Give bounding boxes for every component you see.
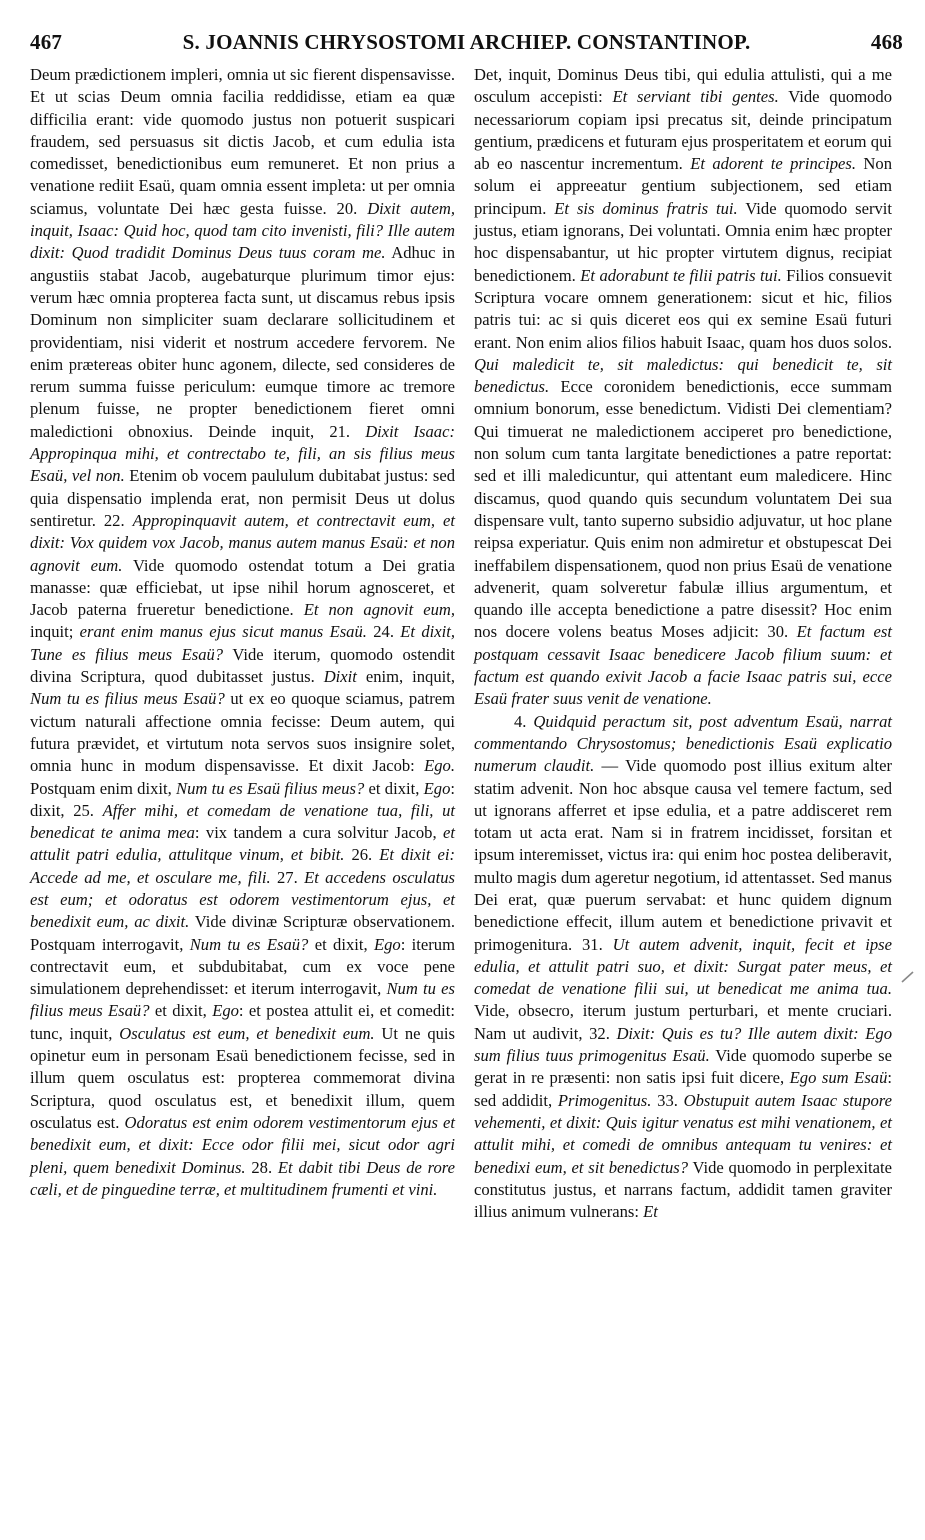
- commentary-text: : et postea attulit ei, et comedit: tunc, inquit,: [30, 1001, 455, 1043]
- scripture-quote: Et sis dominus fratris tui.: [554, 198, 738, 218]
- commentary-text: — Vide quomodo post illius exitum alter statim advenit. Non hoc absque causa vel temere factum, sed ut ignorans afferret et ipse edulia, et a patre addisceret rem totam ut acta erat. Nam si in fratrem incidisset, forsitan et ipsum interemisset, victus ira: qui enim hoc postea deliberavit, multo magis dum ageretur negotium, id attentasset. Sed manus Dei erat, quæ puerum servabat: et hunc quidem dignum benedictione effecit, illum autem et benedictione privavit et primogenitura. 31.: [474, 756, 892, 954]
- commentary-text: Etenim ob vocem paululum dubitabat justus: sed quia dispensatio implenda erat, non permisit Deus ut dolus sentiretur. 22.: [30, 466, 455, 530]
- scripture-quote: Dixit: [323, 667, 357, 687]
- scripture-quote: Et adorent te principes.: [690, 154, 857, 174]
- scripture-quote: Et serviant tibi gentes.: [612, 87, 779, 107]
- scripture-quote: erant enim manus ejus sicut manus Esaü.: [79, 622, 367, 642]
- scripture-quote: Et dabit tibi Deus de rore cæli, et de pinguedine terræ, et multitudinem frumenti et vini.: [30, 1157, 455, 1199]
- page-number-left: 467: [30, 30, 63, 54]
- commentary-text: Filios consuevit Scriptura vocare omnem generationem: sicut et hic, filios patris tui: ac si quis diceret eos qui ex semine Esaü futuri erant. Non enim alios filios habuit Isaac, quam hos duos solos.: [474, 265, 892, 352]
- scripture-quote: Obstupuit autem Isaac stupore vehementi, et dixit: Quis igitur venatus est mihi venationem, et attulit mihi, et comedi de omnibus antequam tu venires: et benedixi eum, et sit benedictus?: [474, 1090, 892, 1177]
- scripture-quote: Qui maledicit te, sit maledictus: qui benedicit te, sit benedictus.: [474, 354, 892, 397]
- page-number-right: 468: [870, 30, 903, 54]
- scripture-quote: Dixit: Quis es tu? Ille autem dixit: Ego sum filius tuus primogenitus Esaü.: [474, 1023, 892, 1066]
- commentary-text: : iterum contrectavit eum, et subdubitabat, cum ex voce pene simulationem deprehendisset: et iterum interrogavit,: [30, 934, 455, 999]
- commentary-text: et dixit,: [149, 1001, 213, 1021]
- scripture-quote: Et adorabunt te filii patris tui.: [580, 265, 782, 285]
- commentary-text: Vide quomodo superbe se gerat in re præsenti: non satis ipsi fuit dicere,: [474, 1046, 892, 1088]
- scripture-quote: Primogenitus.: [557, 1090, 652, 1110]
- commentary-text: Deum prædictionem impleri, omnia ut sic fierent dispensavisse. Et ut scias Deum omnia facilia reddidisse, etiam ea quæ difficilia erant: vide quomodo justus non potuerit suspicari fraudem, sed persuasus sit dictis Jacob, et cum edulia ista comedisset, benedictionibus eum remuneret. Et non prius a venatione rediit Esaü, quam omnia essent impleta: ut per omnia sciamus, voluntate Dei hæc gesta fuisse. 20.: [30, 65, 455, 218]
- scripture-quote: Ego: [423, 778, 451, 798]
- scripture-quote: Et dixit ei: Accede ad me, et osculare me, fili.: [30, 845, 455, 887]
- commentary-text: 26.: [344, 845, 380, 865]
- scripture-quote: Et factum est postquam cessavit Isaac benedicere Jacob filium suum: et factum est quando exivit Jacob a facie Isaac patris sui, ecce Esaü frater suus venit de venatione.: [474, 622, 892, 709]
- commentary-text: Vide quomodo ostendat totum a Dei gratia manasse: quæ efficiebat, ut ipse nihil horum agnosceret, et Jacob paterna frueretur benedictione.: [30, 555, 455, 620]
- scripture-quote: Osculatus est eum, et benedixit eum.: [119, 1023, 375, 1043]
- commentary-text: Postquam enim dixit,: [30, 778, 177, 798]
- commentary-text: Vide iterum, quomodo ostendit divina Scriptura, quod dubitasset justus.: [30, 644, 455, 687]
- scripture-quote: Quidquid peractum sit, post adventum Esaü, narrat commentando Chrysostomus; benedictionis Esaü explicatio numerum claudit.: [474, 711, 892, 776]
- commentary-text: Det, inquit, Dominus Deus tibi, qui edulia attulisti, qui a me osculum accepisti:: [474, 65, 892, 107]
- commentary-text: Ecce coronidem benedictionis, ecce summam omnium bonorum, esse benedictum. Vidisti Dei clementiam? Qui timuerat ne maledictionem acciperet pro benedictione, non solum cum tanta largitate benedictiones a patre reportat: sed et illi maledicuntur, qui attentant eum maledicere. Hinc discamus, quod quando quis secundum voluntatem Dei sua dispensare vult, tanto superno subsidio adjuvatur, ut hoc plane reipsa experiatur. Quis enim non admiretur et obstupescat Dei ineffabilem dispensationem, quod non prius Esaü de venatione advenerit, quam solveretur fabulæ illius argumentum, et quando ille accepta benedictione a patre disessit? Hoc enim nos docere volens beatus Moses adjicit: 30.: [474, 377, 892, 642]
- scripture-quote: Ego.: [424, 756, 455, 776]
- scripture-quote: Ut autem advenit, inquit, fecit et ipse edulia, et attulit patri suo, et dixit: Surgat pater meus, et comedat de venatione filii sui, ut benedicat me anima tua.: [474, 934, 892, 999]
- commentary-text: Adhuc in angustiis stabat Jacob, augebaturque plurimum timor ejus: verum hæc omnia propterea facta sunt, ut discamus rebus ipsis Dominum non simpliciter suam declarare sollicitudinem et providentiam, nisi viderit et nostrum accedere fervorem. Ne enim prætereas obiter hunc agonem, dilecte, sed consideres de rerum summa fuisse periculum: eumque timore ac tremore plenum fuisse, ne propter benedictionem fieret omni maledictioni obnoxius. Deinde inquit, 21.: [30, 243, 455, 441]
- scripture-quote: Et accedens osculatus est eum; et odoratus est odorem vestimentorum ejus, et benedixit eum, ac dixit.: [30, 867, 456, 932]
- scripture-quote: Ego: [212, 1001, 239, 1021]
- commentary-text: 24.: [366, 622, 401, 642]
- commentary-text: : sed addidit,: [474, 1068, 892, 1110]
- commentary-text: ut ex eo quoque sciamus, patrem victum naturali affectione omnia fecisse: Deum autem, qui futura prævidet, et virtutum nota servos suos insignire solet, omnia hunc in modum dispensavisse. Et dixit Jacob:: [30, 689, 455, 776]
- commentary-text: 4.: [514, 711, 534, 731]
- left-column: [30, 64, 455, 1201]
- commentary-text: 27.: [270, 867, 305, 887]
- commentary-text: Vide quomodo in perplexitate constitutus justus, et narrans factum, addidit tamen graviter illius animum vulnerans:: [474, 1157, 892, 1222]
- commentary-text: 28.: [245, 1157, 278, 1177]
- commentary-text: et dixit,: [364, 778, 424, 798]
- left-column-text: [30, 64, 455, 1201]
- right-column: [474, 64, 892, 1223]
- commentary-text: : dixit, 25.: [30, 778, 455, 820]
- scripture-quote: Dixit Isaac: Appropinqua mihi, et contrectabo te, fili, an sis filius meus Esaü, vel non.: [30, 421, 455, 486]
- scripture-quote: Et dixit, Tune es filius meus Esaü?: [30, 622, 455, 664]
- scripture-quote: Ego: [373, 934, 401, 954]
- scripture-quote: Affer mihi, et comedam de venatione tua, fili, ut benedicat te anima mea: [30, 800, 455, 843]
- scripture-quote: Odoratus est enim odorem vestimentorum ejus et benedixit eum, et dixit: Ecce odor filii mei, sicut odor agri pleni, quem benedixit Dominus.: [30, 1112, 456, 1177]
- running-header: [30, 30, 903, 60]
- scripture-quote: Et non agnovit eum,: [303, 600, 455, 620]
- commentary-text: Ut ne quis opinetur eum in personam Esaü benedictionem fecisse, sed in illum quem osculatus est: propterea commemorat divina Scriptura, quod osculatus est, et benedixit illum, quem osculatus est.: [30, 1023, 455, 1132]
- margin-pencil-mark: [900, 968, 916, 984]
- commentary-text: Vide quomodo servit justus, etiam ignorans, Dei voluntati. Omnia enim hæc propter hoc dispensabantur, ut hic propter virtutem dignus, recipiat benedictionem.: [474, 198, 892, 285]
- commentary-text: Vide quomodo necessariorum copiam ipsi precatus sit, deinde principatum gentium, prædicens et futuram ejus prosperitatem et eorum qui ab eo nascentur incrementum.: [474, 87, 892, 174]
- scripture-quote: et attulit patri edulia, attulitque vinum, et bibit.: [30, 823, 455, 865]
- commentary-text: inquit;: [30, 622, 80, 642]
- right-column-paragraph-2: [474, 711, 892, 1224]
- commentary-text: Vide, obsecro, iterum justum perturbari, et mente cruciari. Nam ut audivit, 32.: [474, 1001, 892, 1043]
- scripture-quote: Ego sum Esaü: [789, 1068, 888, 1088]
- commentary-text: : vix tandem a cura solvitur Jacob,: [194, 823, 444, 843]
- commentary-text: 33.: [651, 1090, 684, 1110]
- scripture-quote: Num tu es filius meus Esaü?: [30, 689, 225, 709]
- commentary-text: Vide divinæ Scripturæ observationem. Postquam interrogavit,: [30, 912, 456, 954]
- commentary-text: et dixit,: [308, 934, 374, 954]
- commentary-text: enim, inquit,: [356, 667, 455, 687]
- scripture-quote: Dixit autem, inquit, Isaac: Quid hoc, quod tam cito invenisti, fili? Ille autem dixit: Quod tradidit Dominus Deus tuus coram me.: [30, 198, 455, 263]
- scripture-quote: Et: [643, 1202, 658, 1222]
- scripture-quote: Num tu es filius meus Esaü?: [30, 979, 455, 1021]
- right-column-paragraph-1: [474, 64, 892, 711]
- scripture-quote: Appropinquavit autem, et contrectavit eum, et dixit: Vox quidem vox Jacob, manus autem manus Esaü: et non agnovit eum.: [30, 510, 455, 575]
- running-title: S. JOANNIS CHRYSOSTOMI ARCHIEP. CONSTANTINOP.: [182, 30, 751, 54]
- scripture-quote: Num tu es Esaü filius meus?: [176, 778, 365, 798]
- scripture-quote: Num tu es Esaü?: [189, 934, 309, 954]
- commentary-text: Non solum ei appreeatur gentium subjectionem, sed etiam principum.: [474, 154, 892, 218]
